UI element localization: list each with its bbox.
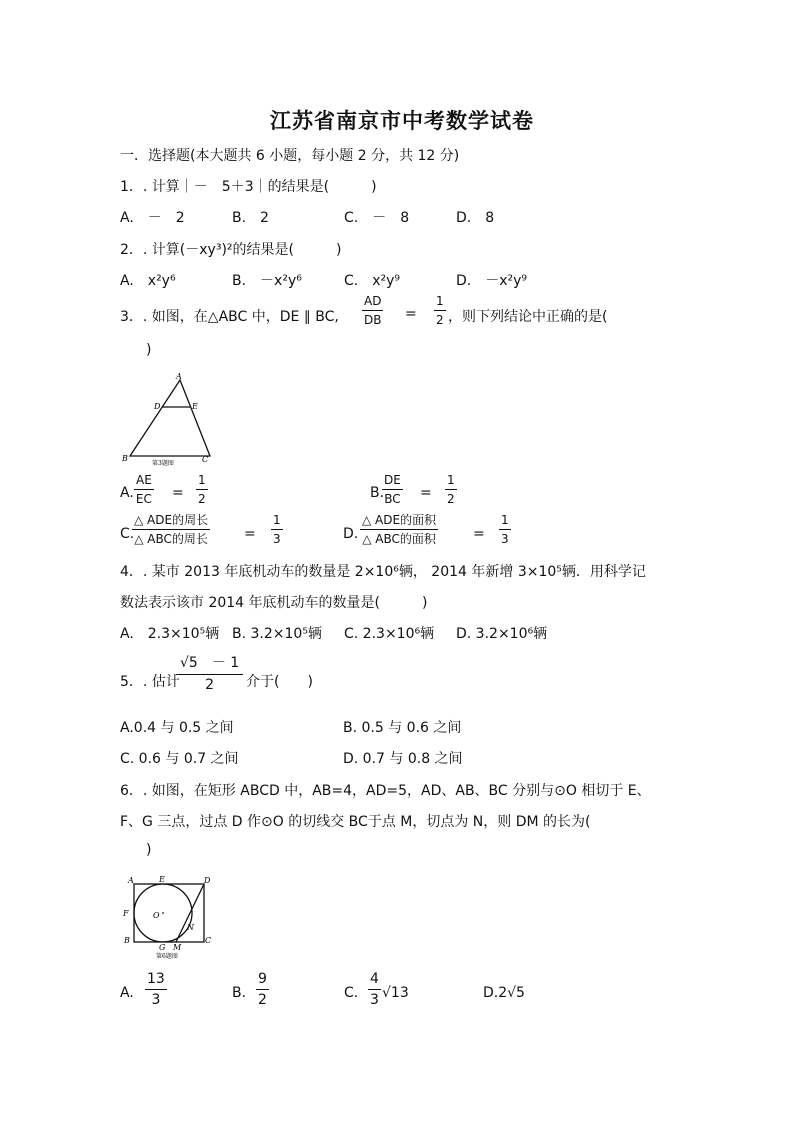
q4-option-b: B. 3.2×10⁵辆 xyxy=(232,626,322,642)
q5-option-a: A.0.4 与 0.5 之间 xyxy=(120,720,234,736)
label-c: C xyxy=(205,936,212,945)
fraction-denominator: △ ABC的面积 xyxy=(362,532,436,547)
label-n: N xyxy=(187,923,194,932)
label-c: C xyxy=(202,455,209,464)
fraction-numerator: 1 xyxy=(271,514,283,530)
q3-option-b-equals: = xyxy=(420,485,432,501)
q6-stem-line2: F、G 三点，过点 D 作⊙O 的切线交 BC于点 M，切点为 N，则 DM 的长为( xyxy=(120,814,591,830)
q1-option-a: A. － 2 xyxy=(120,210,185,226)
label-m: M xyxy=(173,943,182,952)
q1-stem: 1．. 计算｜－ 5＋3｜的结果是( ) xyxy=(120,179,377,195)
figure-caption: 第6题图 xyxy=(156,953,178,960)
label-g: G xyxy=(159,943,166,952)
q3-equals: = xyxy=(405,306,417,322)
rectangle-abcd xyxy=(134,884,204,942)
q3-option-c-fraction xyxy=(132,514,210,546)
label-a: A xyxy=(128,876,134,885)
q3-option-a-fraction xyxy=(134,474,154,506)
q6-option-a-label: A. xyxy=(120,985,134,1001)
q2-option-b: B. －x²y⁶ xyxy=(232,273,302,289)
q4-option-d: D. 3.2×10⁶辆 xyxy=(456,626,548,642)
q3-ratio-numerator: AD xyxy=(362,295,383,311)
fraction-numerator: 1 xyxy=(499,514,511,530)
q3-option-c-label: C. xyxy=(120,526,135,542)
fraction-numerator: 13 xyxy=(145,972,167,990)
label-e: E xyxy=(159,875,165,884)
q5-option-b: B. 0.5 与 0.6 之间 xyxy=(343,720,462,736)
q5-numerator: √5 － 1 xyxy=(176,656,243,675)
fraction-denominator: 3 xyxy=(370,992,379,1009)
q1-option-d: D. 8 xyxy=(456,210,495,226)
fraction-numerator: AE xyxy=(134,474,154,490)
label-b: B xyxy=(124,936,130,945)
q2-stem: 2．. 计算(－xy³)²的结果是( ) xyxy=(120,242,342,258)
center-point-o xyxy=(162,912,164,914)
q3-option-d-equals: = xyxy=(473,526,485,542)
q6-close-paren: ) xyxy=(146,842,152,858)
label-f: F xyxy=(123,909,129,918)
fraction-denominator: 2 xyxy=(258,992,267,1009)
q2-option-a: A. x²y⁶ xyxy=(120,273,176,289)
fraction-numerator: △ ADE的周长 xyxy=(132,514,210,530)
q6-rectangle-circle-figure xyxy=(118,870,222,962)
q6-option-c-label: C. xyxy=(344,985,359,1001)
fraction-numerator: 1 xyxy=(196,474,208,490)
fraction-denominator: 3 xyxy=(273,532,281,547)
q5-denominator: 2 xyxy=(205,677,215,694)
label-o: O xyxy=(153,911,160,920)
label-b: B xyxy=(122,454,128,463)
q5-option-d: D. 0.7 与 0.8 之间 xyxy=(343,751,463,767)
q3-half-numerator: 1 xyxy=(434,295,446,311)
q4-stem-line2: 数法表示该市 2014 年底机动车的数量是( ) xyxy=(120,595,428,611)
fraction-denominator: △ ABC的周长 xyxy=(134,532,208,547)
fraction-numerator: △ ADE的面积 xyxy=(360,514,438,530)
q3-stem-post: ，则下列结论中正确的是( xyxy=(448,309,608,325)
fraction-denominator: 3 xyxy=(501,532,509,547)
q5-stem-pre: 5．. 估计 xyxy=(120,674,180,690)
triangle-abc xyxy=(130,380,210,456)
fraction-numerator: 1 xyxy=(445,474,457,490)
q3-option-a-value xyxy=(196,474,208,506)
q6-option-a-fraction xyxy=(145,972,167,1009)
q3-option-a-label: A. xyxy=(120,485,134,501)
fraction-denominator: BC xyxy=(384,492,401,507)
q6-option-b-fraction xyxy=(256,972,269,1009)
q3-option-d-label: D. xyxy=(343,526,359,542)
q6-option-b-label: B. xyxy=(232,985,247,1001)
q6-stem-line1: 6．. 如图，在矩形 ABCD 中，AB=4，AD=5，AD、AB、BC 分别与⊙O 相切于 E、 xyxy=(120,783,651,799)
fraction-numerator: 4 xyxy=(368,972,381,990)
fraction-numerator: DE xyxy=(382,474,403,490)
q5-stem-post: 介于( ) xyxy=(246,674,313,690)
label-a: A xyxy=(176,372,182,381)
q2-option-c: C. x²y⁹ xyxy=(344,273,401,289)
q3-option-c-equals: = xyxy=(244,526,256,542)
q3-option-b-label: B. xyxy=(370,485,385,501)
q6-option-c-radical: √13 xyxy=(382,985,409,1001)
label-d: D xyxy=(204,876,211,885)
q3-ratio-denominator: DB xyxy=(363,313,382,328)
q3-triangle-figure xyxy=(116,370,216,470)
q3-option-a-equals: = xyxy=(172,485,184,501)
q3-stem-pre: 3．. 如图，在△ABC 中，DE ∥ BC, xyxy=(120,309,339,325)
figure-caption: 第3题图 xyxy=(152,460,174,467)
q2-option-d: D. －x²y⁹ xyxy=(456,273,528,289)
fraction-denominator: 2 xyxy=(198,492,206,507)
q3-half-fraction xyxy=(434,295,446,327)
q4-stem-line1: 4．. 某市 2013 年底机动车的数量是 2×10⁶辆， 2014 年新增 3×10⁵辆．用科学记 xyxy=(120,564,646,580)
q3-half-denominator: 2 xyxy=(436,313,444,328)
tangent-dm xyxy=(176,884,204,942)
q6-option-c-fraction xyxy=(368,972,381,1009)
q4-option-c: C. 2.3×10⁶辆 xyxy=(344,626,435,642)
q6-option-d: D.2√5 xyxy=(483,985,525,1001)
q5-option-c: C. 0.6 与 0.7 之间 xyxy=(120,751,239,767)
fraction-denominator: 3 xyxy=(151,992,161,1009)
page-title: 江苏省南京市中考数学试卷 xyxy=(270,108,534,133)
label-d: D xyxy=(154,402,161,411)
q1-option-b: B. 2 xyxy=(232,210,269,226)
fraction-denominator: EC xyxy=(135,492,152,507)
fraction-denominator: 2 xyxy=(447,492,455,507)
q3-option-c-value xyxy=(271,514,283,546)
q3-ratio-fraction xyxy=(362,295,383,327)
q1-option-c: C. － 8 xyxy=(344,210,410,226)
fraction-numerator: 9 xyxy=(256,972,269,990)
q3-option-b-fraction xyxy=(382,474,403,506)
q3-option-b-value xyxy=(445,474,457,506)
section-header: 一．选择题(本大题共 6 小题，每小题 2 分，共 12 分) xyxy=(120,148,460,164)
q3-option-d-fraction xyxy=(360,514,438,546)
q5-fraction xyxy=(176,656,243,694)
label-e: E xyxy=(192,402,198,411)
q3-option-d-value xyxy=(499,514,511,546)
q4-option-a: A. 2.3×10⁵辆 xyxy=(120,626,220,642)
q3-close-paren: ) xyxy=(146,342,152,358)
